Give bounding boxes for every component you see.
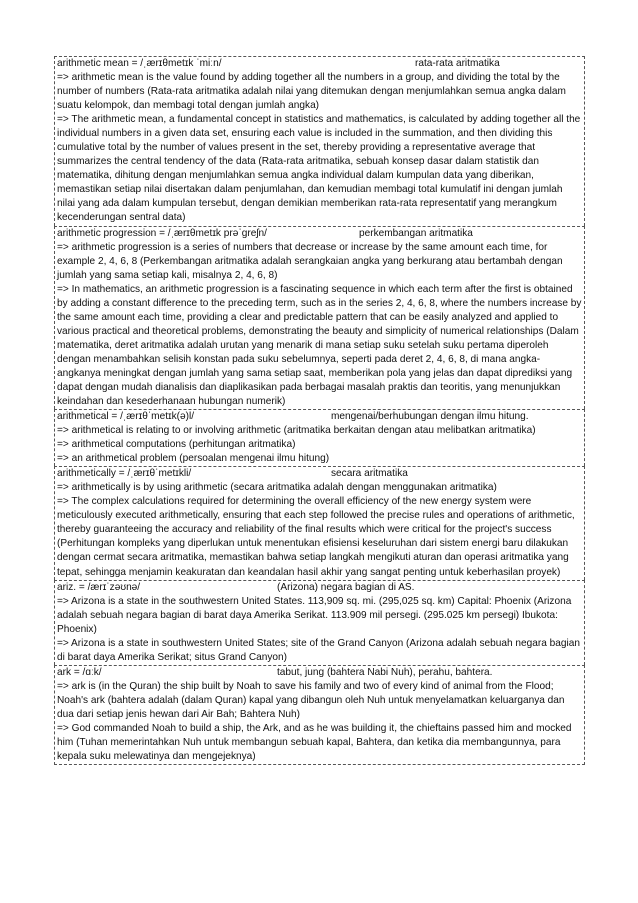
entry-definition-line: => arithmetic mean is the value found by adding together all the numbers in a group, and dividing the total by the number of numbers (Rata-rata aritmatika adalah nilai yang ditemukan dengan menjumlahkan semua angka dalam suatu kelompok, dan membagi total dengan jumlah angka) xyxy=(57,72,566,112)
entry-arithmetic-mean xyxy=(54,56,585,226)
entry-translation: rata-rata aritmatika xyxy=(415,58,500,69)
entry-term: ariz. = /ærɪˈzəʊnə/ xyxy=(57,581,141,593)
entry-definition-line: => an arithmetical problem (persoalan mengenai ilmu hitung) xyxy=(57,453,330,465)
entry-definition-line: => ark is (in the Quran) the ship built by Noah to save his family and two of every kind of animal from the Flood; Noah's ark (bahtera adalah (dalam Quran) kapal yang dibangun oleh Nuh untuk menyelamatkan keluarganya dan dua dari setiap jenis hewan dari Air Bah; Bahtera Nuh) xyxy=(57,680,565,720)
entry-definition-line: => In mathematics, an arithmetic progression is a fascinating sequence in which each term after the first is obtained by adding a constant difference to the preceding term, such as in the series 2, 4, 6, 8, where the numbers increase by the same amount each time, providing a clear and predictable pattern that can be easily analyzed and applied to various practical and theoretical problems, demonstrating the beauty and simplicity of numerical relationships (Dalam matematika, deret aritmatika adalah urutan yang menarik di mana setiap suku setelah suku pertama diperoleh dengan menambahkan selisih konstan pada suku sebelumnya, seperti pada deret 2, 4, 6, 8, di mana angka-angkanya meningkat dengan jumlah yang sama setiap saat, memberikan pola yang jelas dan dapat diprediksi yang dapat dengan mudah dianalisis dan diaplikasikan pada berbagai masalah praktis dan teoritis, yang menunjukkan keindahan dan kesederhanaan hubungan numerik) xyxy=(57,283,582,408)
entry-translation: mengenai/berhubungan dengan ilmu hitung. xyxy=(331,411,529,423)
entry-definition-line: => The complex calculations required for determining the overall efficiency of the new energy system were meticulously executed arithmetically, ensuring that each step followed the precise rules and operations of arithmetic, thereby guaranteeing the accuracy and reliability of the final results which were critical for the project's success (Perhitungan kompleks yang diperlukan untuk menentukan efisiensi keseluruhan dari sistem energi baru dilakukan dengan cermat secara aritmatika, memastikan bahwa setiap langkah mengikuti aturan dan operasi aritmatika yang tepat, sehingga menjamin keakuratan dan keandalan hasil akhir yang sangat penting untuk keberhasilan proyek) xyxy=(57,496,575,578)
entry-headword-row xyxy=(57,410,583,424)
entry-arithmetically xyxy=(54,466,585,579)
entry-headword-row xyxy=(57,57,583,71)
entry-term: arithmetic progression = /ˌærɪθmetɪk prəˈɡreʃn/ xyxy=(57,227,267,239)
entry-arithmetic-progression xyxy=(54,226,585,410)
entry-translation: tabut, jung (bahtera Nabi Nuh), perahu, bahtera. xyxy=(277,666,493,678)
entry-ark xyxy=(54,665,585,765)
entry-headword-row xyxy=(57,227,583,241)
entry-term: arithmetic mean = /ˌærɪθmetɪk ˈmiːn/ xyxy=(57,58,222,69)
entry-definition-line: => arithmetical is relating to or involving arithmetic (aritmatika berkaitan dengan atau melibatkan aritmatika) xyxy=(57,425,536,437)
entry-ariz xyxy=(54,580,585,665)
entry-headword-row xyxy=(57,581,583,595)
entry-term: arithmetically = /ˌærɪθˈmetɪkli/ xyxy=(57,468,192,480)
entry-translation: perkembangan aritmatika xyxy=(359,227,473,239)
entry-definition-line: => The arithmetic mean, a fundamental concept in statistics and mathematics, is calculated by adding together all the individual numbers in a given data set, ensuring each value is included in the summation, and then dividing this cumulative total by the number of values present in the set, thereby providing a representative average that summarizes the central tendency of the data (Rata-rata aritmatika, sebuah konsep dasar dalam statistik dan matematika, dihitung dengan menjumlahkan semua angka individual dalam kumpulan data yang diberikan, memastikan setiap nilai disertakan dalam penjumlahan, dan kemudian membagi total kumulatif ini dengan jumlah nilai yang ada dalam kumpulan tersebut, dengan demikian memberikan rata-rata representatif yang merangkum kecenderungan sentral data) xyxy=(57,114,581,224)
entry-headword-row xyxy=(57,666,583,680)
entry-definition-line: => arithmetical computations (perhitungan aritmatika) xyxy=(57,439,296,451)
entry-definition-line: => arithmetically is by using arithmetic (secara aritmatika adalah dengan menggunakan aritmatika) xyxy=(57,482,497,494)
entry-term: arithmetical = /ˌærɪθˈmetɪk(ə)l/ xyxy=(57,411,195,423)
entry-definition-line: => arithmetic progression is a series of numbers that decrease or increase by the same amount each time, for example 2, 4, 6, 8 (Perkembangan aritmatika adalah serangkaian angka yang berkurang atau bertambah dengan jumlah yang sama setiap kali, misalnya 2, 4, 6, 8) xyxy=(57,241,563,281)
entry-arithmetical xyxy=(54,409,585,466)
entry-translation: secara aritmatika xyxy=(331,468,408,480)
entry-definition-line: => Arizona is a state in the southwestern United States. 113,909 sq. mi. (295,025 sq. km) Capital: Phoenix (Arizona adalah sebuah negara bagian di barat daya Amerika Serikat. 113.909 mil persegi. (295.025 km persegi) Ibukota: Phoenix) xyxy=(57,595,572,635)
entry-term: ark = /ɑːk/ xyxy=(57,666,102,678)
entry-headword-row xyxy=(57,467,583,481)
entry-definition-line: => God commanded Noah to build a ship, the Ark, and as he was building it, the chieftains passed him and mocked him (Tuhan memerintahkan Nuh untuk membangun sebuah kapal, Bahtera, dan ketika dia membangunnya, para kepala suku melewatinya dan mengejeknya) xyxy=(57,722,572,763)
entry-definition-line: => Arizona is a state in southwestern United States; site of the Grand Canyon (Arizona adalah sebuah negara bagian di barat daya Amerika Serikat; situs Grand Canyon) xyxy=(57,637,580,663)
entry-translation: (Arizona) negara bagian di AS. xyxy=(277,581,415,593)
dictionary-page xyxy=(54,56,585,765)
